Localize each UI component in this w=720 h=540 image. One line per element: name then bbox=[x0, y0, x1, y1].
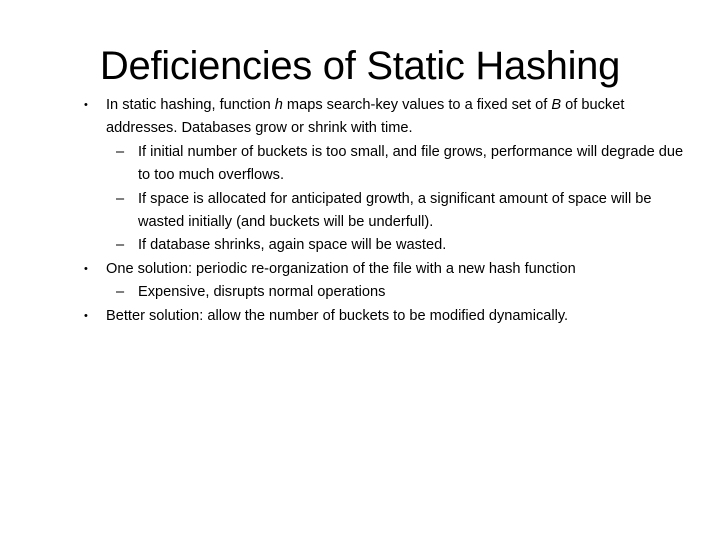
bullet-1-text-a: In static hashing, function bbox=[106, 97, 275, 113]
bullet-3 bbox=[84, 305, 684, 328]
sub-bullet-1-3 bbox=[84, 234, 684, 257]
slide-body bbox=[84, 94, 684, 328]
bullet-1 bbox=[84, 94, 684, 141]
sub-bullet-2-1 bbox=[84, 281, 684, 304]
sub-bullet-1-1-text: If initial number of buckets is too small, and file grows, performance will degrade due to too much overflows. bbox=[138, 143, 684, 184]
sub-bullet-1-3-text: If database shrinks, again space will be wasted. bbox=[138, 237, 447, 254]
bullet-marker: • bbox=[84, 99, 88, 111]
bullet-2 bbox=[84, 258, 684, 281]
sub-bullet-marker: – bbox=[116, 284, 125, 301]
sub-bullet-2-1-text: Expensive, disrupts normal operations bbox=[138, 284, 386, 301]
sub-bullet-marker: – bbox=[116, 190, 125, 207]
bullet-1-text-b: maps search-key values to a fixed set of bbox=[282, 97, 552, 113]
bullet-1-italic-h: h bbox=[274, 97, 283, 113]
slide-title: Deficiencies of Static Hashing bbox=[99, 44, 621, 88]
bullet-1-italic-b: B bbox=[551, 97, 562, 113]
bullet-3-text: Better solution: allow the number of buckets to be modified dynamically. bbox=[106, 307, 569, 324]
bullet-1-text-c: of bucket addresses. Databases grow or shrink with time. bbox=[106, 97, 625, 137]
sub-bullet-1-2 bbox=[84, 188, 684, 235]
sub-bullet-1-1 bbox=[84, 141, 684, 188]
sub-bullet-marker: – bbox=[116, 143, 125, 160]
sub-bullet-marker: – bbox=[116, 237, 125, 254]
bullet-marker: • bbox=[84, 309, 88, 322]
bullet-2-text: One solution: periodic re-organization of the file with a new hash function bbox=[106, 260, 576, 277]
sub-bullet-1-2-text: If space is allocated for anticipated growth, a significant amount of space will be wasted initially (and buckets will be underfull). bbox=[138, 190, 652, 231]
bullet-marker: • bbox=[84, 262, 88, 275]
